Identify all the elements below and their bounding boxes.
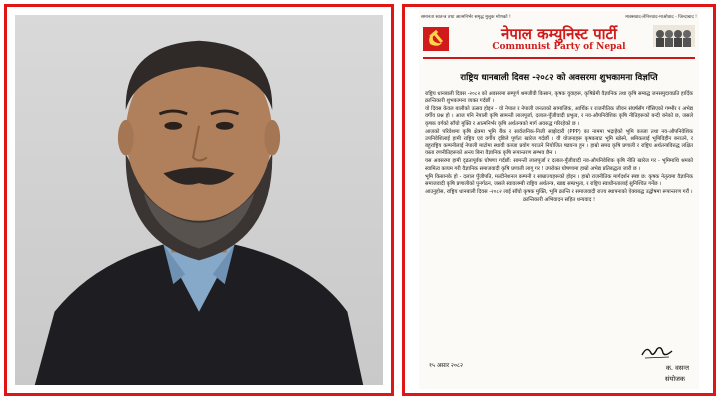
press-release-document <box>419 11 699 389</box>
portrait-illustration <box>15 15 383 385</box>
portrait-photo-frame <box>4 4 394 396</box>
paragraph: आजको परिवेशमा कृषि क्षेत्रमा भूमि बैंक र सार्वजनिक-निजी साझेदारी (PPP) का नाममा भद्राहेको भूमि कब्जा तथा नव-औपनिवेशिक उपनिवेशिलाई हामी राष्ट्रिय एवं वर्गीय दृष्टिले पूर्णतः खारेज गर्दछौं । यी योजनाहरू कृषकबाट भूमि खोस्ने, श्रमिकलाई भूमिविहीन बनाउने, र बहुराष्ट्रिय कम्पनीलाई नेपाली माटोमा स्थायी कब्जा प्रयोग गराउने नियोजित षडयन्त्र हुन । हाम्रो समग्र कृषि प्रणाली र राष्ट्रिय अर्थतन्त्रविरुद्ध लक्षित यस्ता रणनीतिहरूको अन्त्य बिना वैज्ञानिक कृषि रूपान्तरण सम्भव छैन । <box>425 128 693 157</box>
header-divider <box>423 57 695 59</box>
slogan-right: माक्सवाद-लेनिनवाद-माओवाद - जिन्दाबाद ! <box>625 15 697 20</box>
press-release-frame <box>402 4 716 396</box>
closing-line: क्रान्तिकारी अभिवादन सहित धन्यवाद ! <box>522 197 596 204</box>
document-date: १५ असार २०८२ <box>429 363 463 369</box>
portrait-photo <box>15 15 383 385</box>
paragraph: यो दिवस केवल बालीको उत्सव होइन - यो नेपाल र नेपाली जनताको सामाजिक, आर्थिक र राजनीतिक जीवन संघर्षसँग गाँसिएको गम्भीर र अभेद्य वर्गीय प्रश्न हो । आज पनि नेपाली कृषि सामन्ती लालपूर्जा, दलाल-पुँजीवादी प्रभुत्व, र नव-औपनिवेशिक कृषि नीतिहरूको बन्दी बनेको छ, जसले कृषक वर्गको साँचो मुक्ति र आत्मनिर्भर कृषि अर्थतन्त्रको मार्ग अवरुद्ध गरिरहेको छ । <box>425 106 693 127</box>
paragraph: आउनुहोस, राष्ट्रिय धानबाली दिवस -२०८२ लाई साँचो कृषक मुक्ति, भूमि क्रान्ति र समाजवादी राज्य स्थापनाको ऐक्यबद्ध उद्घोषमा रूपान्तरण गरौं । <box>425 189 693 196</box>
header-slogans <box>419 14 699 24</box>
signer-name: क. वसन्त <box>665 364 689 372</box>
document-body <box>425 91 693 206</box>
party-name-nepali: नेपाल कम्युनिस्ट पार्टी <box>501 25 617 43</box>
leaders-portraits-icon <box>653 25 695 47</box>
slogan-left: समानता स्वतन्त्र तथा आत्मनिर्भर समृद्ध मुलुक र्माणको ! <box>421 15 511 20</box>
signature-mark <box>639 343 675 361</box>
hammer-sickle-icon <box>423 27 449 51</box>
party-name-english: Communist Party of Nepal <box>492 42 626 52</box>
paragraph: यस अवसरमा हामी दृढतापूर्वक घोषणा गर्दछौं: सामन्ती लालपूर्जा र दलाल-पुँजीवादी नव-औपनिवेशिक कृषि नीति खारेज गर - भूमिमाथि श्रमको स्वामित्व कायम गरी वैज्ञानिक समाजवादी कृषि प्रणाली लागू गर ! उपरोक्त घोषणामा हाम्रो अभेद्य प्रतिबद्धता जारी छ । <box>425 158 693 172</box>
document-title: राष्ट्रिय धानबाली दिवस -२०८२ को अवसरमा शुभकामना विज्ञप्ति <box>460 73 658 83</box>
paragraph: राष्ट्रिय धानबाली दिवस -२०८२ को अवसरमा सम्पूर्ण श्रमजीवी किसान, कृषक युवाहरू, कृषिप्रेमी वैज्ञानिक तथा कृषि सम्बद्ध जनसमुदायप्रति हार्दिक क्रान्तिकारी शुभकामना व्यक्त गर्दछौं । <box>425 91 693 105</box>
paragraph: भूमि किसानके हो - दलाल पुँजीपति, मल्टीनेशनल कम्पनी र साम्राज्यहरूको होइन । हाम्रो राजनीतिक मार्गदर्शन स्पष्ट छ: कृषक नेतृत्वमा वैज्ञानिक समाजवादी कृषि प्रणालीको पुनर्गठन, जसले स्वावलम्बी राष्ट्रिय अर्थतन्त्र, खाद्य सम्प्रभुता, र राष्ट्रिय स्वाधीनतालाई सुनिश्चित गर्नेछ । <box>425 173 693 187</box>
signer-role: संयोजक <box>665 375 685 383</box>
